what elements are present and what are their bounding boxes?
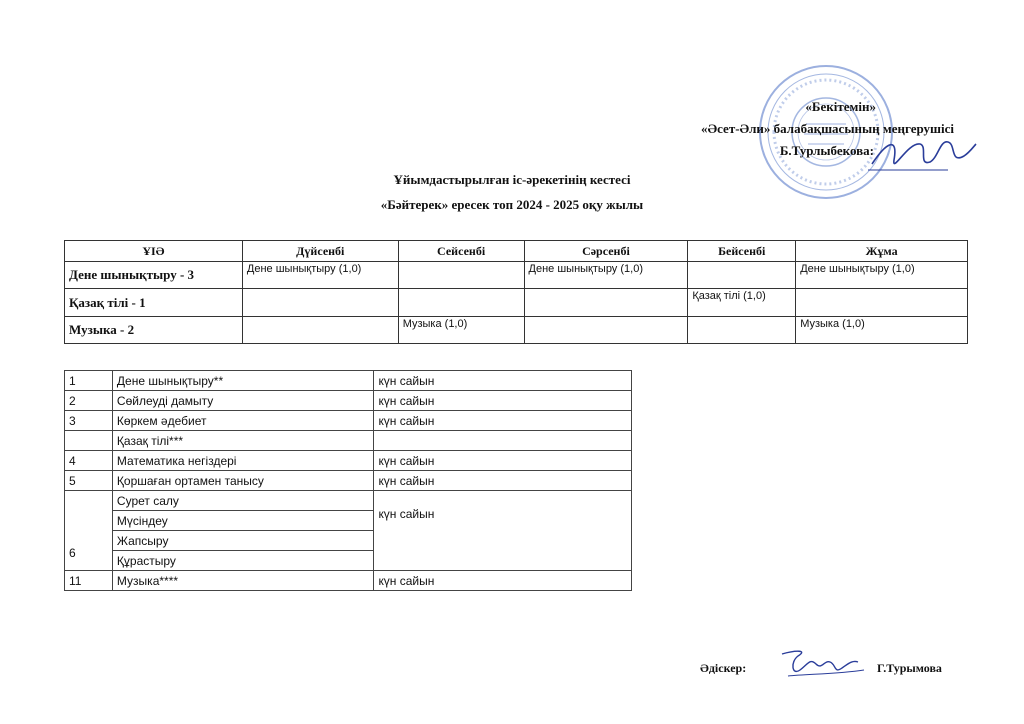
- table-row: [65, 391, 632, 411]
- activity-frequency-table: [64, 370, 632, 591]
- table-row: [65, 289, 968, 317]
- table-row: [65, 571, 632, 591]
- lesson-cell: Қазақ тілі (1,0): [688, 289, 796, 317]
- activity-frequency: күн сайын: [374, 491, 632, 571]
- table-row: [65, 262, 968, 289]
- subject-cell: Қазақ тілі - 1: [65, 289, 243, 317]
- lesson-cell: Дене шынықтыру (1,0): [524, 262, 688, 289]
- row-number: 1: [65, 371, 113, 391]
- lesson-cell: [796, 289, 968, 317]
- header-cell: Дүйсенбі: [242, 241, 398, 262]
- lesson-cell: [242, 289, 398, 317]
- table-row: [65, 431, 632, 451]
- schedule-subtitle: «Бәйтерек» ересек топ 2024 - 2025 оқу жылы: [380, 197, 644, 212]
- activity-name: Дене шынықтыру**: [112, 371, 374, 391]
- lesson-cell: Музыка (1,0): [398, 317, 524, 344]
- row-number: 5: [65, 471, 113, 491]
- activity-frequency: күн сайын: [374, 391, 632, 411]
- row-number: 3: [65, 411, 113, 431]
- table-row: [65, 411, 632, 431]
- activity-frequency: күн сайын: [374, 411, 632, 431]
- methodist-name: Г.Турымова: [877, 661, 942, 675]
- lesson-cell: Дене шынықтыру (1,0): [796, 262, 968, 289]
- activity-name: Қазақ тілі***: [112, 431, 374, 451]
- schedule-title: Ұйымдастырылған іс-әрекетінің кестесі: [393, 172, 631, 187]
- row-number: 2: [65, 391, 113, 411]
- approval-position: «Әсет-Әли» балабақшасының меңгерушісі: [701, 121, 954, 136]
- table-row: [65, 471, 632, 491]
- header-cell: Бейсенбі: [688, 241, 796, 262]
- table-row: [65, 371, 632, 391]
- lesson-cell: [398, 289, 524, 317]
- header-cell: Сейсенбі: [398, 241, 524, 262]
- lesson-cell: [688, 262, 796, 289]
- activity-name: Сурет салу: [112, 491, 374, 511]
- methodist-signature: [778, 646, 868, 684]
- lesson-cell: [688, 317, 796, 344]
- weekly-schedule-table: [64, 240, 968, 344]
- lesson-cell: [398, 262, 524, 289]
- activity-name: Музыка****: [112, 571, 374, 591]
- row-number: 4: [65, 451, 113, 471]
- approval-name: Б.Турлыбекова:: [779, 143, 874, 158]
- activity-frequency: [374, 431, 632, 451]
- row-number: 11: [65, 571, 113, 591]
- approval-heading: «Бекітемін»: [805, 99, 876, 114]
- header-cell: Сәрсенбі: [524, 241, 688, 262]
- activity-name: Көркем әдебиет: [112, 411, 374, 431]
- methodist-label: Әдіскер:: [700, 661, 747, 675]
- subject-cell: Дене шынықтыру - 3: [65, 262, 243, 289]
- schedule-header-row: [65, 241, 968, 262]
- activity-name: Құрастыру: [112, 551, 374, 571]
- activity-name: Жапсыру: [112, 531, 374, 551]
- table-row: [65, 491, 632, 511]
- activity-name: Математика негіздері: [112, 451, 374, 471]
- table-row: [65, 451, 632, 471]
- lesson-cell: [242, 317, 398, 344]
- activity-name: Қоршаған ортамен танысу: [112, 471, 374, 491]
- activity-name: Мүсіндеу: [112, 511, 374, 531]
- lesson-cell: [524, 289, 688, 317]
- lesson-cell: Дене шынықтыру (1,0): [242, 262, 398, 289]
- activity-name: Сөйлеуді дамыту: [112, 391, 374, 411]
- lesson-cell: Музыка (1,0): [796, 317, 968, 344]
- activity-frequency: күн сайын: [374, 471, 632, 491]
- table-row: [65, 317, 968, 344]
- header-cell: ҰІӘ: [65, 241, 243, 262]
- row-number: [65, 431, 113, 451]
- activity-frequency: күн сайын: [374, 451, 632, 471]
- header-cell: Жұма: [796, 241, 968, 262]
- activity-frequency: күн сайын: [374, 371, 632, 391]
- activity-frequency: күн сайын: [374, 571, 632, 591]
- row-number: 6: [65, 491, 113, 571]
- subject-cell: Музыка - 2: [65, 317, 243, 344]
- lesson-cell: [524, 317, 688, 344]
